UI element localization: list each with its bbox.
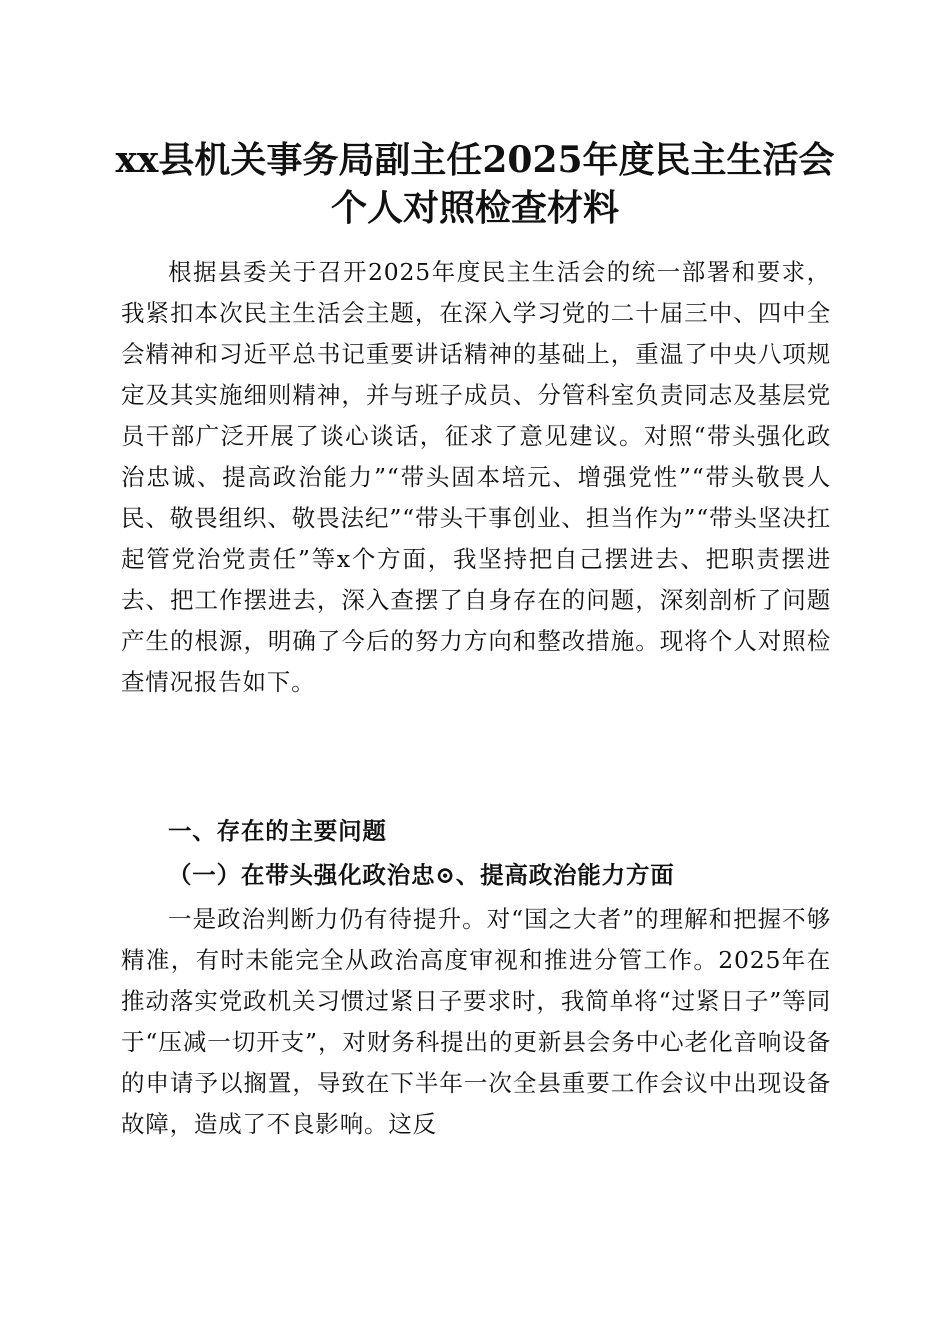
section-heading: 一、存在的主要问题 <box>168 817 387 845</box>
document-title-line-2: 个人对照检查材料 <box>330 187 619 229</box>
intro-paragraph: 根据县委关于召开2025年度民主生活会的统一部署和要求，我紧扣本次民主生活会主题，在深入学习党的二十届三中、四中全会精神和习近平总书记重要讲话精神的基础上，重温了中央八项规定及其实施细则精神，并与班子成员、分管科室负责同志及基层党员干部广泛开展了谈心谈话，征求了意见建议。对照“带头强化政治忠诚、提高政治能力”“带头固本培元、增强党性”“带头敬畏人民、敬畏组织、敬畏法纪”“带头干事创业、担当作为”“带头坚决扛起管党治党责任”等x个方面，我坚持把自己摆进去、把职责摆进去、把工作摆进去，深入查摆了自身存在的问题，深刻剖析了问题产生的根源，明确了今后的努力方向和整改措施。现将个人对照检查情况报告如下。 <box>121 258 831 696</box>
point-paragraph: 一是政治判断力仍有待提升。对“国之大者”的理解和把握不够精准，有时未能完全从政治高度审视和推进分管工作。2025年在推动落实党政机关习惯过紧日子要求时，我简单将“过紧日子”等同于“压减一切开支”，对财务科提出的更新县会务中心老化音响设备的申请予以搁置，导致在下半年一次全县重要工作会议中出现设备故障，造成了不良影响。这反 <box>121 905 831 1138</box>
subsection-heading: （一）在带头强化政治忠⊙、提高政治能力方面 <box>168 861 675 889</box>
document-title-line-1: xx县机关事务局副主任2025年度民主生活会 <box>115 139 835 181</box>
